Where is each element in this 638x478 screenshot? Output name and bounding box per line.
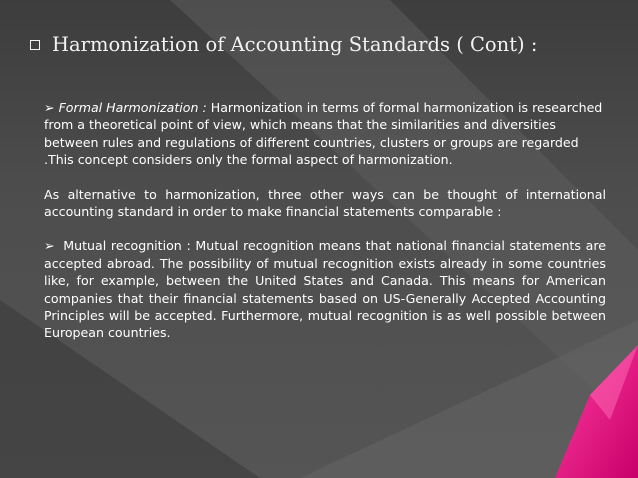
paragraph-alternatives: As alternative to harmonization, three other ways can be thought of international accounting standard in order to make financial statements comparable : xyxy=(44,186,606,220)
paragraph-text: Harmonization in terms of formal harmonization is researched from a theoretical point of view, which means that the similarities and diversities between rules and regulations of different countries, clusters or groups are regarded .This concept considers only the formal aspect of harmonization. xyxy=(44,100,603,168)
paragraph-mutual-recognition xyxy=(44,237,606,341)
term-mutual-recognition: Mutual recognition : xyxy=(63,238,191,254)
slide-title: Harmonization of Accounting Standards ( Cont) : xyxy=(30,33,620,56)
arrow-bullet-icon: ➢ xyxy=(44,238,55,254)
paragraph-text: Mutual recognition means that national financial statements are accepted abroad. The possibility of mutual recognition exists already in some countries like, for example, between the United States and Canada. This means for American companies that their financial statements based on US-Generally Accepted Accounting Principles will be accepted. Furthermore, mutual recognition is as well possible between European countries. xyxy=(44,238,606,341)
arrow-bullet-icon: ➢ xyxy=(44,100,55,115)
hollow-square-bullet-icon xyxy=(30,40,40,50)
paragraph-formal-harmonization xyxy=(44,99,606,169)
slide-body xyxy=(44,99,606,359)
term-formal-harmonization: Formal Harmonization : xyxy=(58,100,207,115)
